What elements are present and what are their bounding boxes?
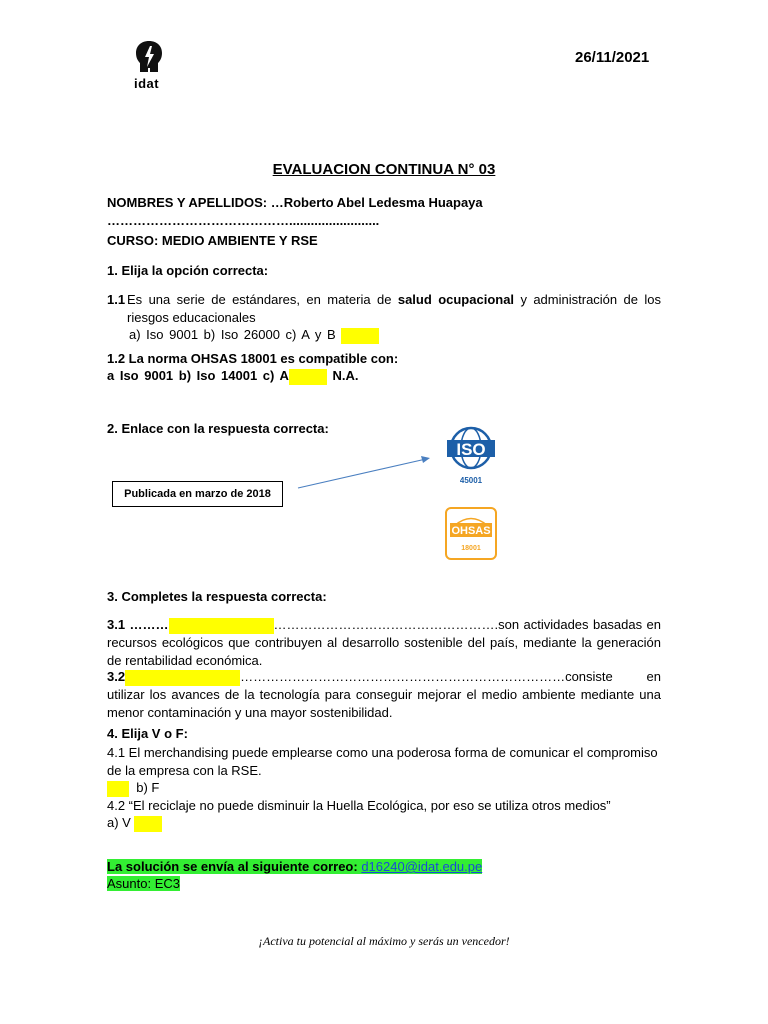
q1-1-options — [129, 327, 379, 344]
q1-1-text-a: Es una serie de estándares, en materia de — [127, 292, 398, 307]
footer-motto: ¡Activa tu potencial al máximo y serás un vencedor! — [258, 934, 510, 948]
answer-highlight — [107, 781, 129, 797]
q4-2-text: 4.2 “El reciclaje no puede disminuir la Huella Ecológica, por eso se utiliza otros medios” — [107, 798, 611, 813]
course-name: CURSO: MEDIO AMBIENTE Y RSE — [107, 233, 318, 248]
iso-45001-logo — [445, 426, 497, 486]
q1-2-options — [107, 368, 359, 385]
section1-heading: 1. Elija la opción correcta: — [107, 263, 269, 278]
q3-1-text: .son actividades basadas en recursos ecológicos que contribuyen al desarrollo sostenible del país, mediante la generación de rentabilidad económica. — [107, 617, 661, 668]
iso-number: 45001 — [459, 476, 483, 485]
answer-highlight — [125, 670, 240, 686]
connector-arrow — [290, 450, 440, 495]
q3-1-dots: …………………………………………… — [273, 617, 495, 632]
email-link[interactable]: d16240@idat.edu.pe — [361, 859, 483, 874]
q1-1-options-text: a) Iso 9001 b) Iso 26000 c) A y B — [129, 327, 336, 342]
question-3-2 — [107, 668, 661, 722]
q4-1-option-b: b) F — [136, 780, 160, 795]
ohsas-18001-logo — [444, 506, 498, 561]
q1-1-text — [127, 291, 661, 327]
q1-1-text-bold: salud ocupacional — [397, 292, 515, 307]
q1-1-number: 1.1 — [107, 292, 126, 307]
q4-1-options — [107, 780, 159, 797]
answer-highlight — [134, 816, 162, 832]
question-3-1 — [107, 616, 661, 670]
q1-2-options-a: a Iso 9001 b) Iso 14001 c) A — [107, 368, 289, 383]
ohsas-number: 18001 — [461, 545, 481, 552]
section2-heading: 2. Enlace con la respuesta correcta: — [107, 421, 329, 436]
answer-highlight — [289, 369, 327, 385]
submission-info — [107, 858, 482, 892]
q4-1-text: 4.1 El merchandising puede emplearse como una poderosa forma de comunicar el compromiso de la empresa con la RSE. — [107, 745, 658, 778]
section4-heading: 4. Elija V o F: — [107, 726, 188, 741]
q1-2-text: 1.2 La norma OHSAS 18001 es compatible con: — [107, 351, 399, 366]
section3-heading: 3. Completes la respuesta correcta: — [107, 589, 327, 604]
q3-2-text: consiste en utilizar los avances de la tecnología para conseguir mejorar el medio ambiente mediante una menor contaminación y una mayor sostenibilidad. — [107, 669, 661, 720]
ohsas-text: OHSAS — [451, 525, 491, 537]
page-title: EVALUACION CONTINUA N° 03 — [272, 161, 496, 178]
q3-1-start: 3.1 ……… — [107, 617, 169, 632]
answer-highlight — [169, 618, 274, 634]
email-label: La solución se envía al siguiente correo: — [107, 859, 362, 874]
answer-highlight — [341, 328, 379, 344]
q3-2-dots: ………………………………………………………………… — [240, 669, 566, 684]
match-box: Publicada en marzo de 2018 — [112, 481, 283, 507]
q4-2-option-a: a) V — [107, 815, 131, 830]
logo-text: idat — [134, 76, 160, 91]
document-date: 26/11/2021 — [575, 49, 650, 66]
q3-2-start: 3.2 — [107, 669, 126, 684]
student-name: NOMBRES Y APELLIDOS: …Roberto Abel Ledesma Huapaya — [107, 195, 483, 210]
q1-1-text-b: y administración de los riesgos educacionales — [127, 292, 662, 325]
email-subject: Asunto: EC3 — [107, 876, 180, 891]
question-1-1 — [107, 291, 661, 327]
iso-text: ISO — [456, 440, 486, 459]
q4-2-options — [107, 815, 162, 832]
idat-logo-icon — [133, 40, 165, 74]
q1-2-options-b: N.A. — [332, 368, 359, 383]
dotted-line: ……………………………………......................... — [107, 213, 380, 228]
